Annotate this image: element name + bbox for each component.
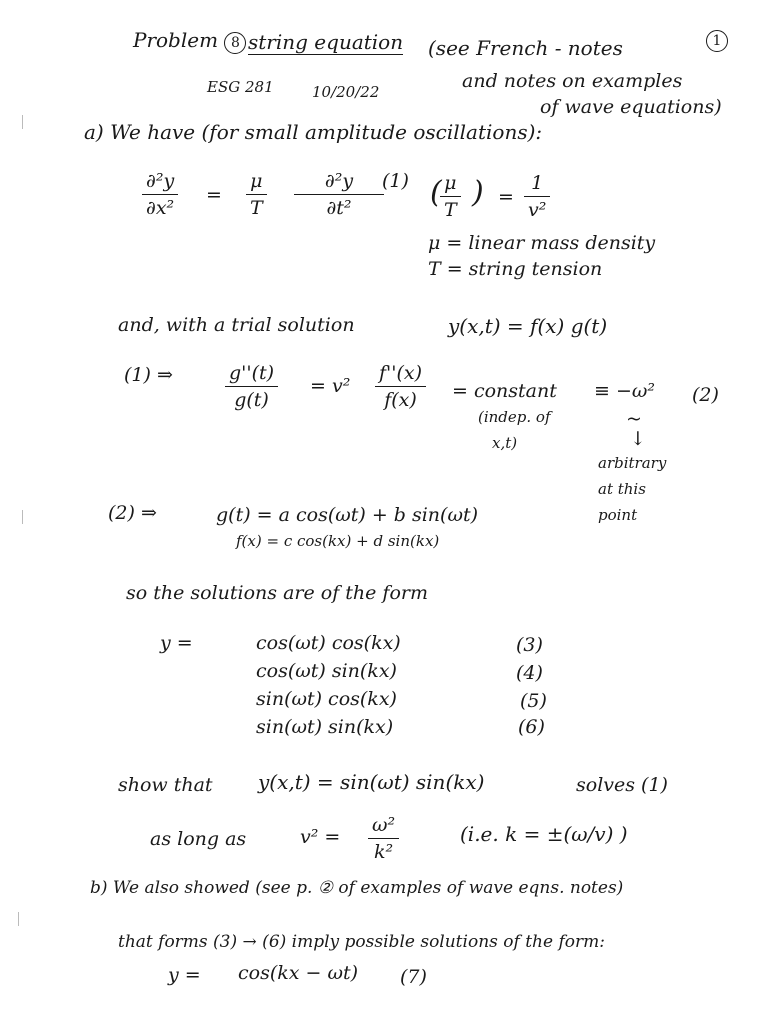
solution-tag-5: (5): [520, 690, 547, 712]
part-b-tag: (7): [400, 966, 427, 988]
definition-T: T = string tension: [428, 258, 603, 280]
reference-line-3: of wave equations): [540, 96, 722, 118]
part-b-line-2: that forms (3) → (6) imply possible solutions of the form:: [118, 932, 605, 952]
solution-expr-3: cos(ωt) cos(kx): [256, 632, 401, 654]
independent-note-1: (indep. of: [478, 408, 551, 426]
reference-note: (see French - notes: [428, 36, 623, 60]
definition-mu: μ = linear mass density: [428, 232, 656, 254]
eq1-rhs: ∂²y ∂t²: [294, 170, 384, 219]
ratio-open-paren: (: [430, 175, 442, 210]
reference-line-2: and notes on examples: [462, 70, 683, 92]
margin-mark: [22, 510, 23, 524]
f-ratio: f''(x) f(x): [375, 362, 426, 411]
solution-tag-6: (6): [518, 716, 545, 738]
margin-mark: [18, 912, 19, 926]
topic-title: string equation: [248, 30, 404, 54]
equals-constant: = constant: [452, 380, 557, 402]
step1-label: (1) ⇒: [124, 364, 173, 386]
equals-minus-omega-squared: ≡ −ω²: [594, 380, 655, 402]
date: 10/20/22: [312, 83, 380, 101]
solution-tag-3: (3): [516, 634, 543, 656]
ratio-equals: =: [498, 186, 514, 208]
ratio-rhs: 1 v²: [524, 172, 550, 221]
as-long-as: as long as: [150, 828, 247, 850]
v-squared-equals: v² =: [300, 826, 341, 848]
g-solution: g(t) = a cos(ωt) + b sin(ωt): [216, 504, 478, 526]
part-b-y-equals: y =: [168, 964, 201, 986]
arbitrary-note-2: at this: [598, 480, 646, 498]
part-b-expression: cos(kx − ωt): [238, 962, 359, 984]
independent-note-2: x,t): [492, 434, 518, 452]
ratio-close-paren: ): [472, 175, 484, 210]
margin-mark: [22, 115, 23, 129]
solutions-intro: so the solutions are of the form: [126, 582, 428, 604]
show-tail: solves (1): [576, 774, 668, 796]
equation-tag-2: (2): [692, 384, 719, 406]
part-b-line-1: b) We also showed (see p. ② of examples of wave eqns. notes): [90, 878, 624, 898]
course-code: ESG 281: [207, 78, 274, 96]
problem-label: Problem: [133, 28, 219, 52]
equals-v-squared: = v²: [310, 375, 351, 397]
arbitrary-note-1: arbitrary: [598, 454, 667, 472]
page-number: 1: [706, 30, 728, 52]
header-problem: [133, 30, 246, 54]
show-text: show that: [118, 774, 213, 796]
solution-expr-5: sin(ωt) cos(kx): [256, 688, 397, 710]
eq1-equals: =: [206, 184, 222, 206]
down-arrow: ↓: [630, 428, 646, 450]
y-equals: y =: [160, 632, 193, 654]
trial-text: and, with a trial solution: [118, 314, 355, 336]
omega-over-k-squared: ω² k²: [368, 814, 399, 863]
eq1-lhs: ∂²y ∂x²: [142, 170, 178, 219]
solution-expr-6: sin(ωt) sin(kx): [256, 716, 394, 738]
solution-tag-4: (4): [516, 662, 543, 684]
eq1-coefficient: μ T: [246, 170, 267, 219]
trial-equation: y(x,t) = f(x) g(t): [448, 314, 608, 338]
solution-expr-4: cos(ωt) sin(kx): [256, 660, 397, 682]
part-a-intro: a) We have (for small amplitude oscillations):: [84, 120, 543, 144]
f-solution: f(x) = c cos(kx) + d sin(kx): [236, 532, 440, 550]
step2-label: (2) ⇒: [108, 502, 157, 524]
g-ratio: g''(t) g(t): [225, 362, 278, 411]
arbitrary-note-3: point: [598, 506, 638, 524]
tilde-mark: ~: [626, 408, 642, 430]
ie-note: (i.e. k = ±(ω/v) ): [460, 822, 628, 846]
show-equation: y(x,t) = sin(ωt) sin(kx): [258, 770, 485, 794]
ratio-mu-over-T: μ T: [440, 172, 461, 221]
problem-number: 8: [224, 32, 246, 54]
eq1-tag: (1): [382, 170, 409, 192]
